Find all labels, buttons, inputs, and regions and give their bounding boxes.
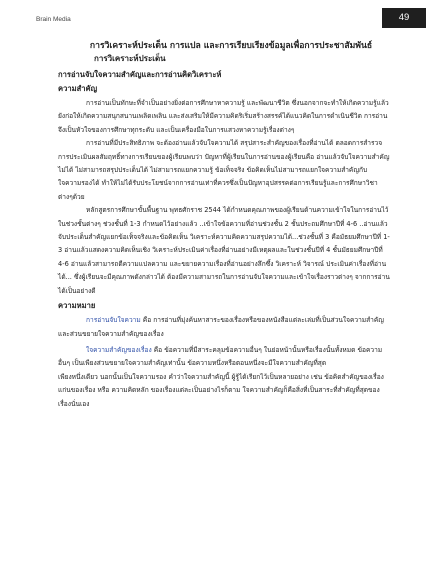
brand-name: Brain Media [36, 16, 71, 23]
term-main-idea: ใจความสำคัญของเรื่อง [86, 345, 152, 354]
definition-paragraph-2 [58, 344, 390, 371]
importance-paragraph-3: หลักสูตรการศึกษาขั้นพื้นฐาน พุทธศักราช 2544 ได้กำหนดคุณภาพของผู้เรียนด้านความเข้าใจในการอ่านไว้ในช่วงชั้นต่างๆ ช่วงชั้นที่ 1-3 กำหนดไว้อย่างแล้ว ..เข้าใจข้อความที่อ่านช่วงชั้น 2 ชั้นประถมศึกษาปีที่ 4-6 ..อ่านแล้วจับประเด็นสำคัญแยกข้อเท็จจริงและข้อคิดเห็น วิเคราะห์ความคิดความสรุปความได้...ช่วงชั้นที่ 3 คือมัธยมศึกษาปีที่ 1-3 อ่านแล้วแสดงความคิดเห็นเชิง วิเคราะห์ประเมินค่าเรื่องที่อ่านอย่างมีเหตุผลและในช่วงชั้นปีที่ 4 ชั้นมัธยมศึกษาปีที่ 4-6 อ่านแล้วสามารถตีความแปลความ และขยายความเรื่องที่อ่านอย่างลึกซึ้ง วิเคราะห์ วิจารณ์ ประเมินค่าเรื่องที่อ่านได้... ซึ่งผู้เรียนจะมีคุณภาพดังกล่าวได้ ต้องมีความสามารถในการอ่านจับใจความและเข้าใจเรื่องราวต่างๆ จากการอ่านได้เป็นอย่างดี [58, 206, 390, 295]
term-reading-comprehension: การอ่านจับใจความ [86, 316, 141, 325]
closing-paragraph: เพียงหนึ่งเดียว นอกนั้นเป็นใจความรอง คำว่าใจความสำคัญนี้ ผู้รู้ได้เรียกไว้เป็นหลายอย่าง เช่น ข้อคิดสำคัญของเรื่อง แก่นของเรื่อง หรือ ความคิดหลัก ของเรื่องแต่ละเป็นอย่างไรก็ตาม ใจความสำคัญก็คือสิ่งที่เป็นสาระที่สำคัญที่สุดของเรื่องนั่นเอง [58, 372, 384, 408]
importance-paragraph-2: การอ่านที่มีประสิทธิภาพ จะต้องอ่านแล้วจับใจความได้ สรุปสาระสำคัญของเรื่องที่อ่านได้ ตลอดการสำรวจการประเมินผลสัมฤทธิ์ทางการเรียนของผู้เรียนพบว่า ปัญหาที่ผู้เรียนในการอ่านของผู้เรียนคือ อ่านแล้วจับใจความสำคัญไม่ได้ ไม่สามารถสรุปประเด็นได้ ไม่สามารถแยกความรู้ ข้อเท็จจริง ข้อคิดเห็นไม่สามารถแยกใจความสำคัญกับใจความรองได้ ทำให้ไม่ได้รับประโยชน์จากการอ่านเท่าที่ควรซึ่งเป็นปัญหาอุปสรรคต่อการเรียนรู้และการศึกษาวิชาต่างๆด้วย [58, 139, 390, 201]
page-header [36, 8, 426, 30]
meaning-heading: ความหมาย [58, 301, 96, 311]
importance-heading: ความสำคัญ [58, 84, 98, 93]
definition-text-2: คือ ข้อความที่มีสาระคลุมข้อความอื่นๆ ในย่อหน้านั้นหรือเรื่องนั้นทั้งหมด ข้อความอื่นๆ เป็นเพียงส่วนขยายใจความสำคัญเท่านั้น ข้อความหนึ่งหรือตอนหนึ่งจะมีใจความสำคัญที่สุด [58, 345, 383, 368]
document-subtitle: การวิเคราะห์ประเด็น [94, 54, 166, 63]
page-number: 49 [398, 12, 410, 23]
document-body [58, 40, 390, 411]
importance-paragraph-1: การอ่านเป็นทักษะที่จำเป็นอย่างยิ่งต่อการศึกษาหาความรู้ และพัฒนาชีวิต ซึ่งนอกจากจะทำให้เกิดความรู้แล้วยังก่อให้เกิดความสนุกสนานเพลิดเพลิน และส่งเสริมให้มีความคิดริเริ่มสร้างสรรค์ได้แนวคิดในการดำเนินชีวิต การอ่านจึงเป็นหัวใจของการศึกษาทุกระดับ และเป็นเครื่องมือในการแสวงหาความรู้เรื่องต่างๆ [58, 99, 389, 134]
definition-text-1: คือ การอ่านที่มุ่งค้นหาสาระของเรื่องหรือของหนังสือแต่ละเล่มที่เป็นส่วนใจความสำคัญ และส่วนขยายใจความสำคัญของเรื่อง [58, 316, 384, 338]
document-title: การวิเคราะห์ประเด็น การแปล และการเรียบเรียงข้อมูลเพื่อการประชาสัมพันธ์ [89, 41, 373, 51]
section-heading: การอ่านจับใจความสำคัญและการอ่านคิดวิเคราะห์ [58, 70, 222, 79]
definition-paragraph-1 [58, 314, 390, 341]
page-number-badge [382, 8, 426, 28]
